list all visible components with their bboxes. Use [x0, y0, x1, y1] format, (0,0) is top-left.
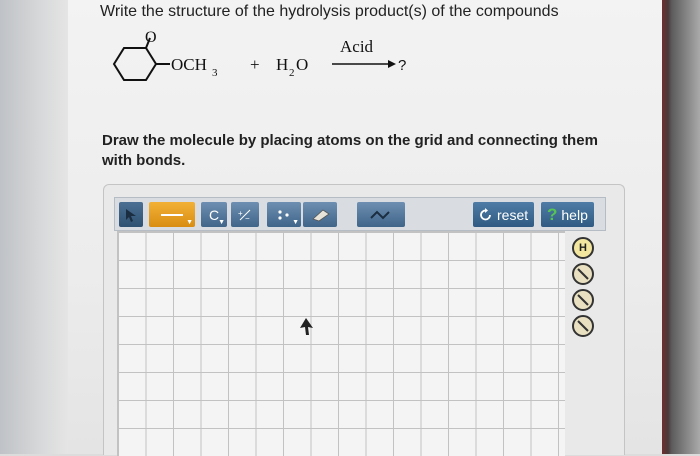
eraser-tool-button[interactable]	[303, 202, 337, 227]
chain-tool-button[interactable]	[357, 202, 405, 227]
atom-tool-label: C	[208, 206, 220, 223]
lone-pair-tool-button[interactable]	[267, 202, 301, 227]
svg-text:+: +	[238, 208, 243, 218]
arrow-head-icon	[388, 60, 396, 68]
bond-tool-icon	[159, 209, 185, 221]
drawing-grid[interactable]	[117, 231, 565, 456]
select-tool-button[interactable]	[119, 202, 143, 227]
water-subscript: 2	[289, 67, 295, 79]
reaction-condition: Acid	[340, 37, 374, 56]
dropdown-triangle-icon: ▼	[218, 219, 225, 226]
cancel-icon[interactable]	[572, 289, 594, 311]
background-left-edge	[0, 0, 70, 454]
cancel-symbol-icon	[574, 317, 592, 335]
editor-toolbar	[114, 197, 606, 231]
carbon-atom-tool[interactable]	[201, 202, 227, 227]
cancel-symbol-icon	[574, 265, 592, 283]
chain-tool-icon	[368, 208, 394, 222]
cancel-symbol-icon	[574, 291, 592, 309]
product-unknown: ?	[398, 57, 407, 74]
charge-tool-button[interactable]	[231, 202, 259, 227]
drawing-instructions: Draw the molecule by placing atoms on the grid and connecting them with bonds.	[102, 132, 598, 169]
dropdown-triangle-icon: ▼	[186, 219, 193, 226]
svg-text:−: −	[245, 213, 250, 222]
question-prompt: Write the structure of the hydrolysis product(s) of the compounds	[100, 3, 559, 20]
carbonyl-oxygen: O	[145, 29, 157, 46]
reset-button[interactable]	[473, 202, 534, 227]
reset-icon	[479, 208, 493, 222]
background-right-edge	[660, 0, 700, 454]
plus-sign: +	[250, 55, 260, 74]
help-question-icon: ?	[547, 204, 558, 224]
bond-tool-button[interactable]	[149, 202, 195, 227]
water-h: H	[276, 55, 289, 74]
select-tool-icon	[123, 207, 139, 223]
cancel-icon[interactable]	[572, 315, 594, 337]
methoxy-subscript: 3	[212, 67, 218, 79]
dropdown-triangle-icon: ▼	[292, 219, 299, 226]
eraser-tool-icon	[309, 208, 331, 222]
hydrogen-atom-button[interactable]	[572, 237, 594, 259]
molecule-editor	[103, 184, 625, 455]
help-label: help	[561, 206, 588, 223]
charge-tool-icon	[237, 208, 253, 222]
mouse-cursor-icon	[300, 318, 314, 336]
water-o: O	[296, 55, 309, 74]
help-button[interactable]	[541, 202, 594, 227]
lone-pair-tool-icon	[275, 208, 293, 222]
methoxy-group: OCH	[171, 55, 207, 74]
cancel-icon[interactable]	[572, 263, 594, 285]
reaction-scheme	[100, 28, 430, 98]
cyclohexane-ring	[114, 48, 156, 80]
atom-side-panel	[564, 237, 594, 341]
hydrogen-label: H	[579, 242, 587, 254]
reset-label: reset	[497, 206, 529, 223]
